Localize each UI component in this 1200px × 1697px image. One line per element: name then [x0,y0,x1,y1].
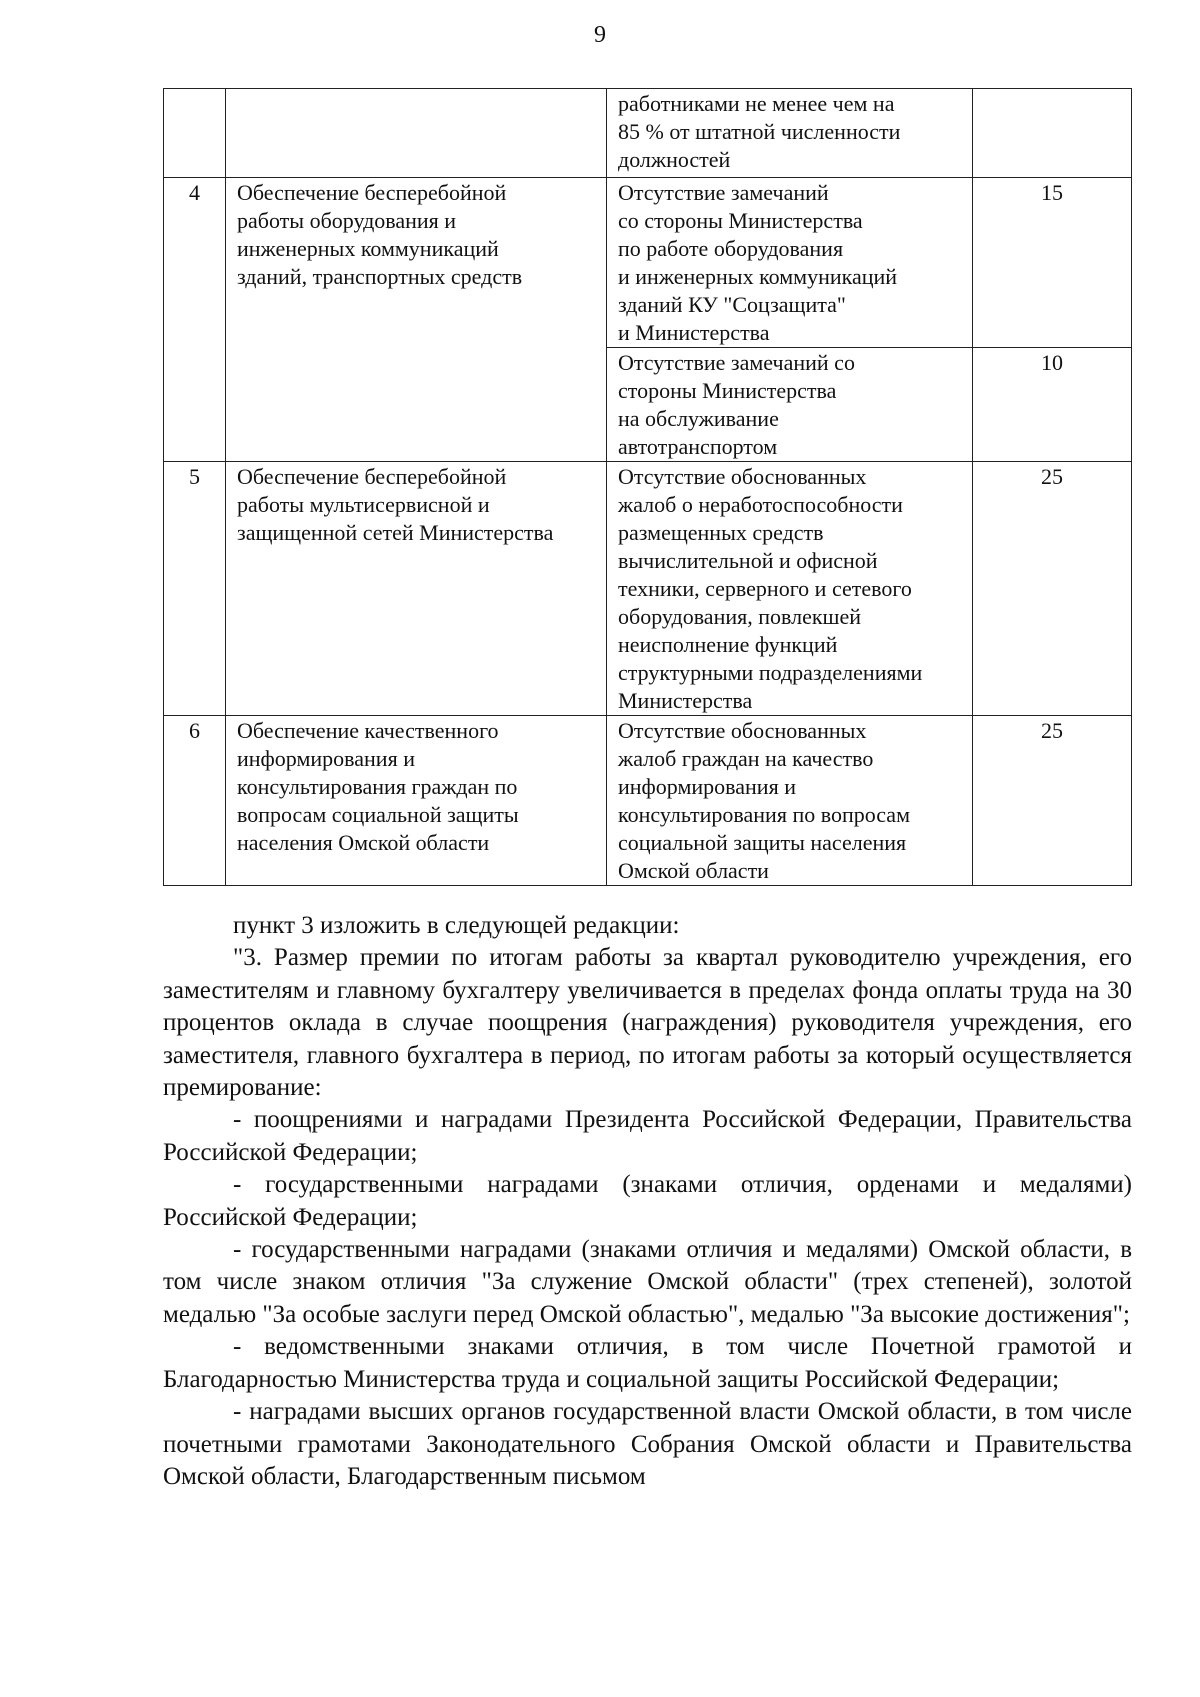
table-row [164,462,1132,716]
table-row [164,89,1132,178]
page-number: 9 [594,22,606,48]
criteria-cell: Отсутствие замечаний со стороны Министерства по работе оборудования и инженерных коммуникаций зданий КУ "Соцзащита" и Министерства [607,178,973,348]
score-cell: 25 [973,462,1132,716]
row-number: 6 [164,716,226,886]
row-number: 4 [164,178,226,462]
score-cell: 15 [973,178,1132,348]
row-number [164,89,226,178]
row-number: 5 [164,462,226,716]
paragraph: - поощрениями и наградами Президента Российской Федерации, Правительства Российской Федерации; [163,1106,1132,1166]
score-cell: 25 [973,716,1132,886]
paragraph: - государственными наградами (знаками отличия и медалями) Омской области, в том числе знаком отличия "За служение Омской области" (трех степеней), золотой медалью "За особые заслуги перед Омской областью", медалью "За высокие достижения"; [163,1236,1132,1328]
paragraph: - наградами высших органов государственной власти Омской области, в том числе почетными грамотами Законодательного Собрания Омской области и Правительства Омской области, Благодарственным письмом [163,1398,1132,1490]
paragraph: - ведомственными знаками отличия, в том числе Почетной грамотой и Благодарностью Министерства труда и социальной защиты Российской Федерации; [163,1333,1132,1393]
task-cell: Обеспечение бесперебойной работы мультисервисной и защищенной сетей Министерства [226,462,607,716]
task-cell: Обеспечение бесперебойной работы оборудования и инженерных коммуникаций зданий, транспортных средств [226,178,607,462]
paragraph: пункт 3 изложить в следующей редакции: [233,912,680,939]
criteria-cell: Отсутствие обоснованных жалоб о неработоспособности размещенных средств вычислительной и офисной техники, серверного и сетевого оборудования, повлекшей неисполнение функций структурными подразделениями Министерства [607,462,973,716]
task-cell [226,89,607,178]
criteria-cell: Отсутствие замечаний со стороны Министерства на обслуживание автотранспортом [607,348,973,462]
criteria-cell: работниками не менее чем на 85 % от штатной численности должностей [607,89,973,178]
paragraph: - государственными наградами (знаками отличия, орденами и медалями) Российской Федерации; [163,1171,1132,1231]
document-body [163,910,1132,1493]
score-cell: 10 [973,348,1132,462]
table-row [164,178,1132,348]
task-cell: Обеспечение качественного информирования и консультирования граждан по вопросам социальной защиты населения Омской области [226,716,607,886]
table-row [164,716,1132,886]
score-cell [973,89,1132,178]
criteria-cell: Отсутствие обоснованных жалоб граждан на качество информирования и консультирования по вопросам социальной защиты населения Омской области [607,716,973,886]
paragraph: "3. Размер премии по итогам работы за квартал руководителю учреждения, его заместителям и главному бухгалтеру увеличивается в пределах фонда оплаты труда на 30 процентов оклада в случае поощрения (награждения) руководителя учреждения, его заместителя, главного бухгалтера в период, по итогам работы за который осуществляется премирование: [163,944,1132,1102]
criteria-table [163,88,1132,886]
